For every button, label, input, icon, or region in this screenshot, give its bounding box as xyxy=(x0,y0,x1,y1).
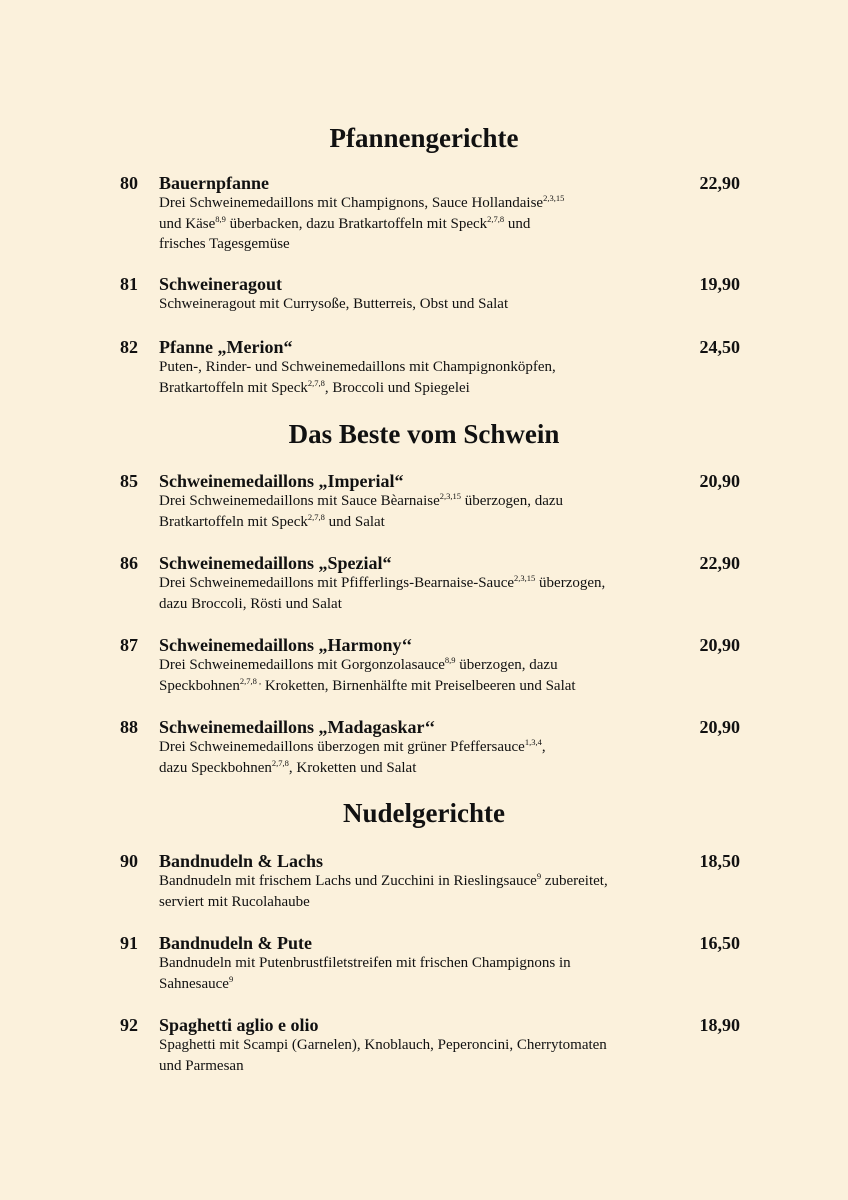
item-price: 20,90 xyxy=(699,717,740,737)
description-line xyxy=(159,234,679,255)
item-number: 85 xyxy=(120,471,138,491)
description-line xyxy=(159,594,679,615)
item-description xyxy=(159,655,679,696)
allergen-footnote: 9 xyxy=(536,871,542,881)
item-name: Bandnudeln & Lachs xyxy=(159,851,324,871)
item-name: Schweineragout xyxy=(159,274,282,294)
item-description xyxy=(159,491,679,532)
item-name: Schweinemedaillons „Spezial“ xyxy=(159,553,392,573)
item-number: 88 xyxy=(120,717,138,737)
description-text: Kroketten, Birnenhälfte mit Preiselbeeren und Salat xyxy=(261,677,576,694)
description-text: und Salat xyxy=(324,513,385,530)
description-line xyxy=(159,214,679,235)
description-text: und xyxy=(504,215,531,232)
item-number: 92 xyxy=(120,1015,138,1035)
description-text: Drei Schweinemedaillons mit Pfifferlings-Bearnaise-Sauce xyxy=(159,575,515,591)
description-line xyxy=(159,953,679,974)
description-text: zubereitet, xyxy=(541,873,608,889)
description-text: Bratkartoffeln mit Speck xyxy=(159,513,308,530)
item-number: 80 xyxy=(120,173,138,193)
item-price: 16,50 xyxy=(699,933,740,953)
description-text: Bandnudeln mit frischem Lachs und Zucchini in Rieslingsauce xyxy=(159,873,537,889)
item-description xyxy=(159,871,679,912)
item-price: 20,90 xyxy=(699,635,740,655)
item-description xyxy=(159,357,679,398)
item-price: 22,90 xyxy=(699,553,740,573)
description-text: Sahnesauce xyxy=(159,975,229,992)
description-line xyxy=(159,193,679,214)
allergen-footnote: 2,7,8 xyxy=(307,377,325,388)
description-text: und Käse xyxy=(159,215,216,232)
item-name: Bauernpfanne xyxy=(159,173,270,193)
description-text: Schweineragout mit Currysoße, Butterreis, Obst und Salat xyxy=(159,296,509,312)
description-text: Drei Schweinemedaillons mit Champignons, Sauce Hollandaise xyxy=(159,195,544,211)
description-line xyxy=(159,1035,679,1056)
description-line xyxy=(159,357,679,378)
allergen-footnote: 2,3,15 xyxy=(543,193,565,203)
description-line xyxy=(159,676,679,697)
description-text: überzogen, dazu xyxy=(455,657,558,673)
description-text: Puten-, Rinder- und Schweinemedaillons mit Champignonköpfen, xyxy=(159,359,556,375)
description-text: Spaghetti mit Scampi (Garnelen), Knoblauch, Peperoncini, Cherrytomaten xyxy=(159,1037,607,1053)
description-text: dazu Speckbohnen xyxy=(159,759,272,776)
allergen-footnote: 8,9 xyxy=(444,655,456,665)
item-number: 86 xyxy=(120,553,138,573)
item-name: Schweinemedaillons „Harmony‘‘ xyxy=(159,635,413,655)
item-price: 20,90 xyxy=(699,471,740,491)
item-number: 91 xyxy=(120,933,138,953)
description-text: Bandnudeln mit Putenbrustfiletstreifen mit frischen Champignons in xyxy=(159,955,571,971)
item-name: Pfanne „Merion“ xyxy=(159,337,293,357)
description-line xyxy=(159,974,679,995)
description-line xyxy=(159,512,679,533)
item-number: 81 xyxy=(120,274,138,294)
description-line xyxy=(159,892,679,913)
item-price: 22,90 xyxy=(699,173,740,193)
description-line xyxy=(159,1056,679,1077)
description-text: und Parmesan xyxy=(159,1057,244,1074)
allergen-footnote: 2,3,15 xyxy=(439,491,461,501)
allergen-footnote: 1,3,4 xyxy=(524,737,542,747)
description-text: Speckbohnen xyxy=(159,677,240,694)
item-name: Schweinemedaillons „Madagaskar‘‘ xyxy=(159,717,436,737)
item-description xyxy=(159,737,679,778)
item-description xyxy=(159,573,679,614)
item-description xyxy=(159,1035,679,1076)
allergen-footnote: 8,9 xyxy=(215,213,226,224)
item-number: 87 xyxy=(120,635,138,655)
description-text: überzogen, xyxy=(535,575,606,591)
allergen-footnote: 9 xyxy=(228,973,234,984)
section-title-nudelgerichte: Nudelgerichte xyxy=(343,798,505,828)
item-number: 90 xyxy=(120,851,138,871)
section-title-pfannengerichte: Pfannengerichte xyxy=(329,123,519,153)
description-line xyxy=(159,573,679,594)
item-name: Schweinemedaillons „Imperial“ xyxy=(159,471,404,491)
allergen-footnote: 2,3,15 xyxy=(514,573,536,583)
description-text: Drei Schweinemedaillons mit Gorgonzolasauce xyxy=(159,657,445,673)
item-price: 18,50 xyxy=(699,851,740,871)
item-price: 18,90 xyxy=(699,1015,740,1035)
description-line xyxy=(159,491,679,512)
description-text: serviert mit Rucolahaube xyxy=(159,893,310,910)
description-line xyxy=(159,378,679,399)
description-line xyxy=(159,758,679,779)
allergen-footnote: 2,7,8 , xyxy=(239,675,262,686)
description-text: Drei Schweinemedaillons überzogen mit grüner Pfeffersauce xyxy=(159,739,525,755)
item-description xyxy=(159,294,679,315)
allergen-footnote: 2,7,8 xyxy=(271,757,289,768)
description-line xyxy=(159,294,679,315)
item-name: Spaghetti aglio e olio xyxy=(159,1015,319,1035)
description-line xyxy=(159,655,679,676)
description-text: Bratkartoffeln mit Speck xyxy=(159,379,308,396)
description-text: Drei Schweinemedaillons mit Sauce Bèarnaise xyxy=(159,493,440,509)
item-name: Bandnudeln & Pute xyxy=(159,933,313,953)
description-text: überbacken, dazu Bratkartoffeln mit Speck xyxy=(225,215,488,232)
item-number: 82 xyxy=(120,337,138,357)
item-price: 24,50 xyxy=(699,337,740,357)
description-text: überzogen, dazu xyxy=(461,493,564,509)
description-line xyxy=(159,871,679,892)
description-text: dazu Broccoli, Rösti und Salat xyxy=(159,595,342,612)
allergen-footnote: 2,7,8 xyxy=(307,511,325,522)
allergen-footnote: 2,7,8 xyxy=(487,213,505,224)
description-line xyxy=(159,737,679,758)
item-description xyxy=(159,953,679,994)
description-text: frisches Tagesgemüse xyxy=(159,236,290,252)
description-text: , Broccoli und Spiegelei xyxy=(324,379,470,396)
section-title-das-beste-vom-schwein: Das Beste vom Schwein xyxy=(288,419,560,449)
item-price: 19,90 xyxy=(699,274,740,294)
description-text: , xyxy=(541,739,546,755)
item-description xyxy=(159,193,679,255)
description-text: , Kroketten und Salat xyxy=(288,759,417,776)
